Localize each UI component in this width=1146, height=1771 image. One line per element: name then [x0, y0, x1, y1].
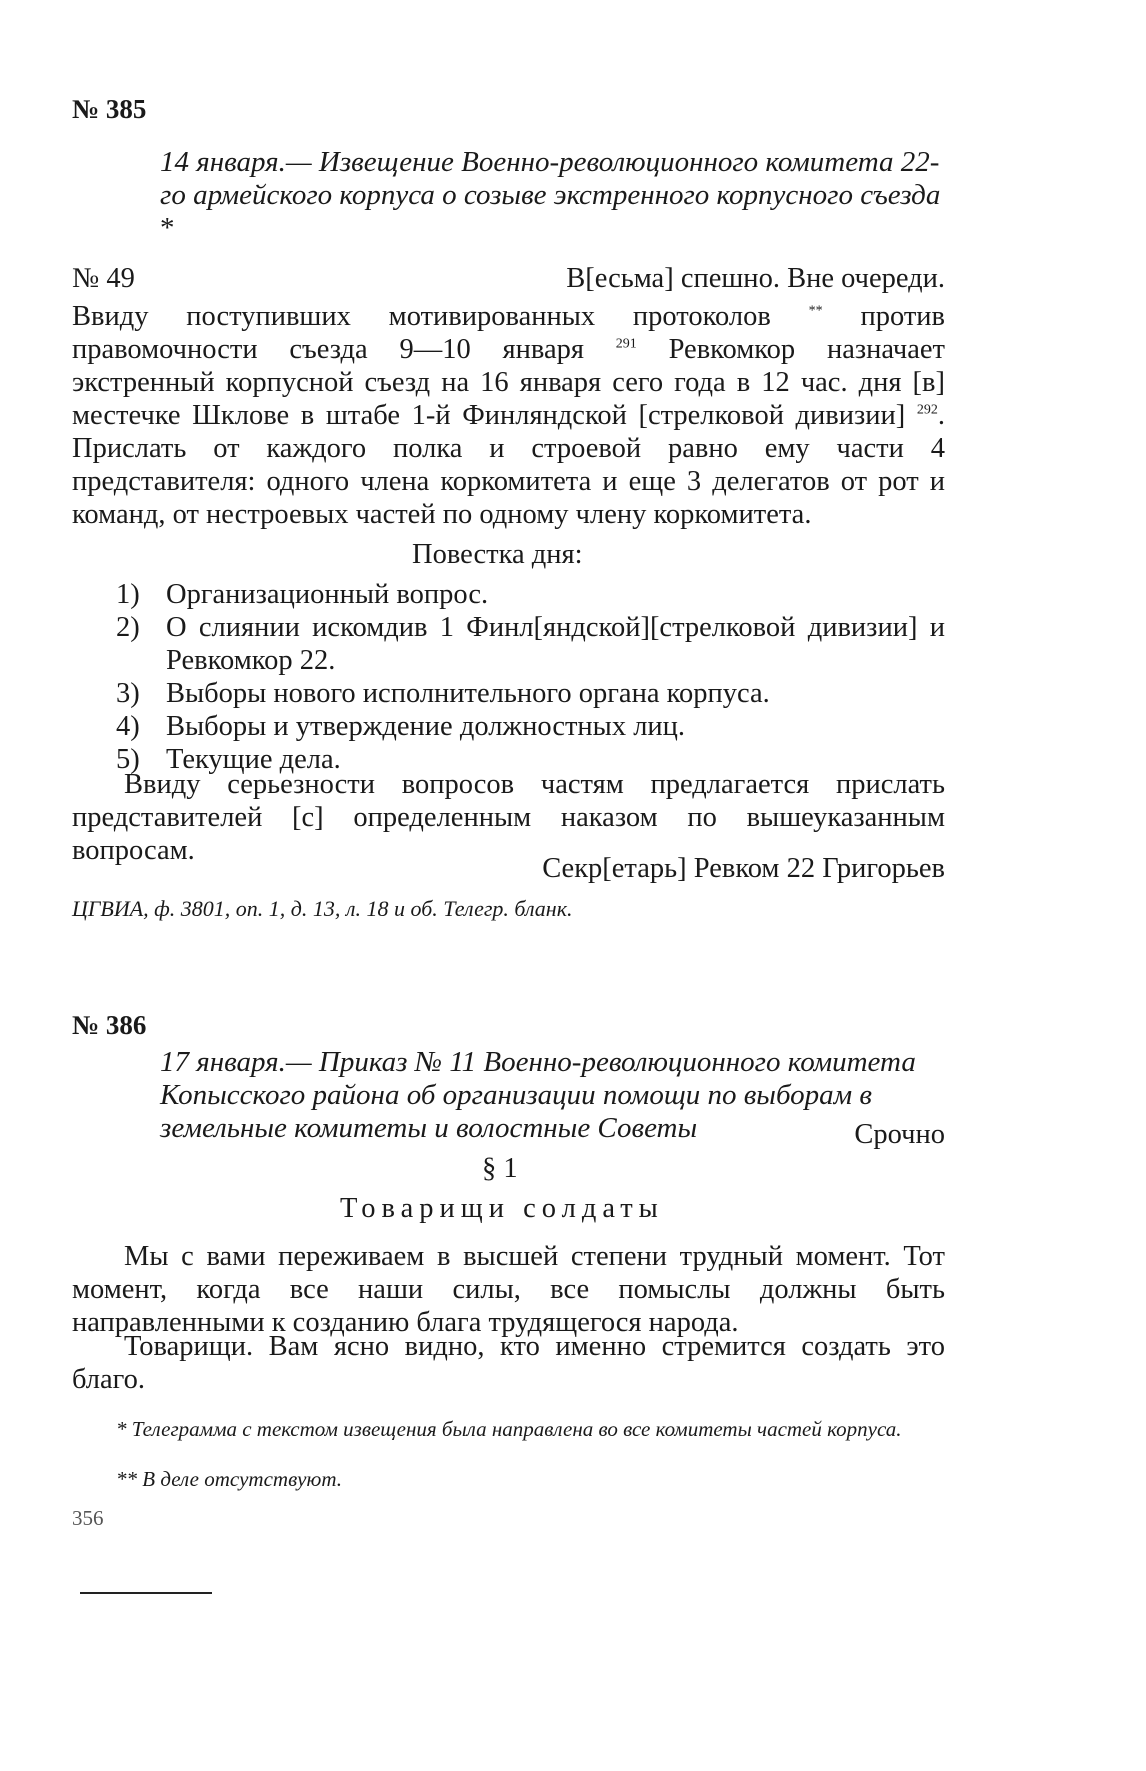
- document-heading: 17 января.— Приказ № 11 Военно-революционного комитета Копысского района об организации помощи по выборам в земельные комитеты и волостные Советы: [160, 1046, 916, 1144]
- footnote-mark: *: [160, 212, 175, 244]
- signature: Секр[етарь] Ревком 22 Григорьев: [542, 853, 945, 884]
- agenda-item: 4) Выборы и утверждение должностных лиц.: [116, 711, 686, 742]
- note-reference: 291: [615, 336, 637, 352]
- body-paragraph: Мы с вами переживаем в высшей степени трудный момент. Тот момент, когда все наши силы, все помыслы должны быть направленными к созданию блага трудящегося народа.: [72, 1241, 945, 1338]
- body-paragraph: Товарищи. Вам ясно видно, кто именно стремится создать это благо.: [72, 1331, 945, 1395]
- document-number: № 385: [72, 94, 147, 124]
- address-heading: Товарищи солдаты: [340, 1193, 664, 1224]
- urgency-note: В[есьма] спешно. Вне очереди.: [566, 263, 945, 294]
- archive-source: ЦГВИА, ф. 3801, оп. 1, д. 13, л. 18 и об. Телегр. бланк.: [72, 896, 573, 921]
- body-paragraph: Ввиду серьезности вопросов частям предлагается прислать представителей [с] определенным наказом по вышеуказанным вопросам.: [72, 769, 945, 866]
- document-heading: [160, 146, 945, 245]
- agenda-list: [116, 578, 945, 776]
- page-number: 356: [72, 1506, 104, 1530]
- agenda-item: 3) Выборы нового исполнительного органа корпуса.: [116, 678, 770, 709]
- urgency-note: Срочно: [854, 1119, 945, 1150]
- telegram-number: № 49: [72, 263, 135, 294]
- heading-text: 14 января.— Извещение Военно-революционного комитета 22-го армейского корпуса о созыве экстренного корпусного съезда: [160, 146, 941, 211]
- footnote: ** В деле отсутствуют.: [116, 1467, 342, 1491]
- footnote-divider: [80, 1592, 212, 1594]
- agenda-item: 5) Текущие дела.: [116, 744, 341, 775]
- body-paragraph: Ввиду поступивших мотивированных протоколов ** против правомочности съезда 9—10 января $^{291}$ Ревкомкор назначает экстренный корпусной съезд на 16 января сего года в 12 час. дня [в] местечке Шклове в штабе 1-й Финляндской [стрелковой дивизии] $^{292}$. Прислать от каждого полка и строевой равно ему части 4 представителя: одного члена коркомитета и еще 3 делегатов от рот и команд, от нестроевых частей по одному члену коркомитета.: [72, 301, 945, 530]
- footnote-mark: **: [808, 303, 823, 319]
- section-sign: § 1: [482, 1153, 518, 1184]
- agenda-title: Повестка дня:: [412, 539, 583, 570]
- agenda-item: 2) О слиянии искомдив 1 Финл[яндской][стрелковой дивизии] и Ревкомкор 22.: [116, 612, 945, 676]
- note-reference: 292: [916, 402, 938, 418]
- document-number: № 386: [72, 1010, 147, 1040]
- agenda-item: 1) Организационный вопрос.: [116, 579, 489, 610]
- footnote: * Телеграмма с текстом извещения была направлена во все комитеты частей корпуса.: [116, 1417, 902, 1441]
